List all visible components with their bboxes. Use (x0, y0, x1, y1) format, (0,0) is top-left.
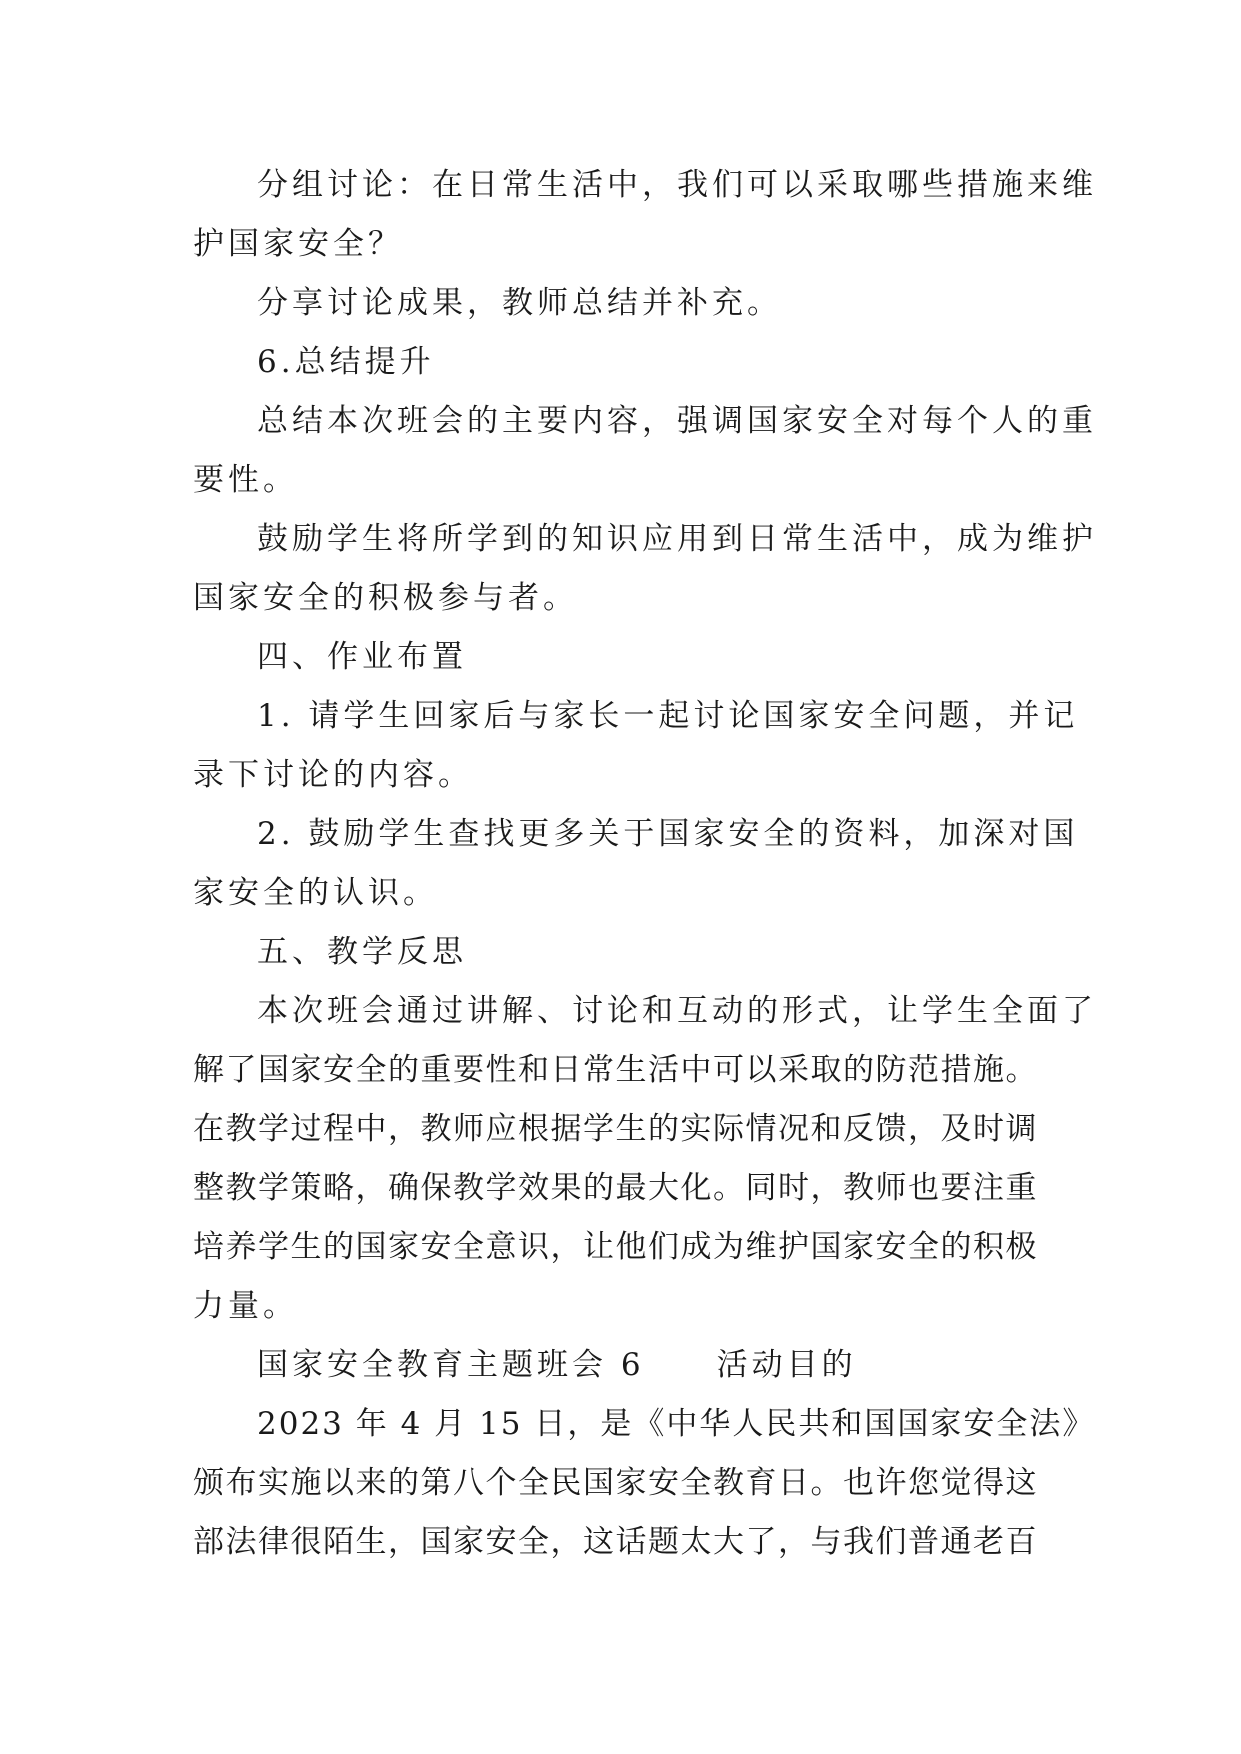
paragraph-line: 力量。 (193, 1288, 298, 1324)
paragraph-line: 在教学过程中，教师应根据学生的实际情况和反馈，及时调 (193, 1111, 1038, 1147)
paragraph-line: 部法律很陌生，国家安全，这话题太大了，与我们普通老百 (193, 1524, 1038, 1560)
paragraph-line: 鼓励学生将所学到的知识应用到日常生活中，成为维护 (257, 521, 1097, 557)
section-heading (193, 1336, 1063, 1395)
list-item-continuation: 家安全的认识。 (193, 875, 438, 911)
section-heading: 四、作业布置 (257, 639, 467, 675)
section-heading: 五、教学反思 (257, 934, 467, 970)
paragraph-line: 颁布实施以来的第八个全民国家安全教育日。也许您觉得这 (193, 1465, 1038, 1501)
paragraph-line: 2023 年 4 月 15 日，是《中华人民共和国国家安全法》 (257, 1406, 1096, 1442)
list-item-continuation: 录下讨论的内容。 (193, 757, 473, 793)
paragraph-line: 要性。 (193, 462, 298, 498)
paragraph-line: 总结本次班会的主要内容，强调国家安全对每个人的重 (257, 403, 1097, 439)
paragraph-line: 培养学生的国家安全意识，让他们成为维护国家安全的积极 (193, 1229, 1038, 1265)
paragraph-line: 国家安全的积极参与者。 (193, 580, 578, 616)
list-item: 2. 鼓励学生查找更多关于国家安全的资料，加深对国 (257, 816, 1079, 852)
paragraph-line: 解了国家安全的重要性和日常生活中可以采取的防范措施。 (193, 1052, 1038, 1088)
subsection-title: 活动目的 (716, 1347, 857, 1383)
section-title: 国家安全教育主题班会 6 (257, 1347, 645, 1383)
section-heading: 6.总结提升 (257, 344, 435, 380)
paragraph-line: 本次班会通过讲解、讨论和互动的形式，让学生全面了 (257, 993, 1097, 1029)
paragraph-line: 分组讨论：在日常生活中，我们可以采取哪些措施来维 (257, 167, 1097, 203)
list-item: 1. 请学生回家后与家长一起讨论国家安全问题，并记 (257, 698, 1079, 734)
paragraph-line: 整教学策略，确保教学效果的最大化。同时，教师也要注重 (193, 1170, 1038, 1206)
paragraph-line: 护国家安全？ (193, 226, 403, 262)
paragraph-line: 分享讨论成果，教师总结并补充。 (257, 285, 782, 321)
document-body (193, 156, 1097, 1572)
